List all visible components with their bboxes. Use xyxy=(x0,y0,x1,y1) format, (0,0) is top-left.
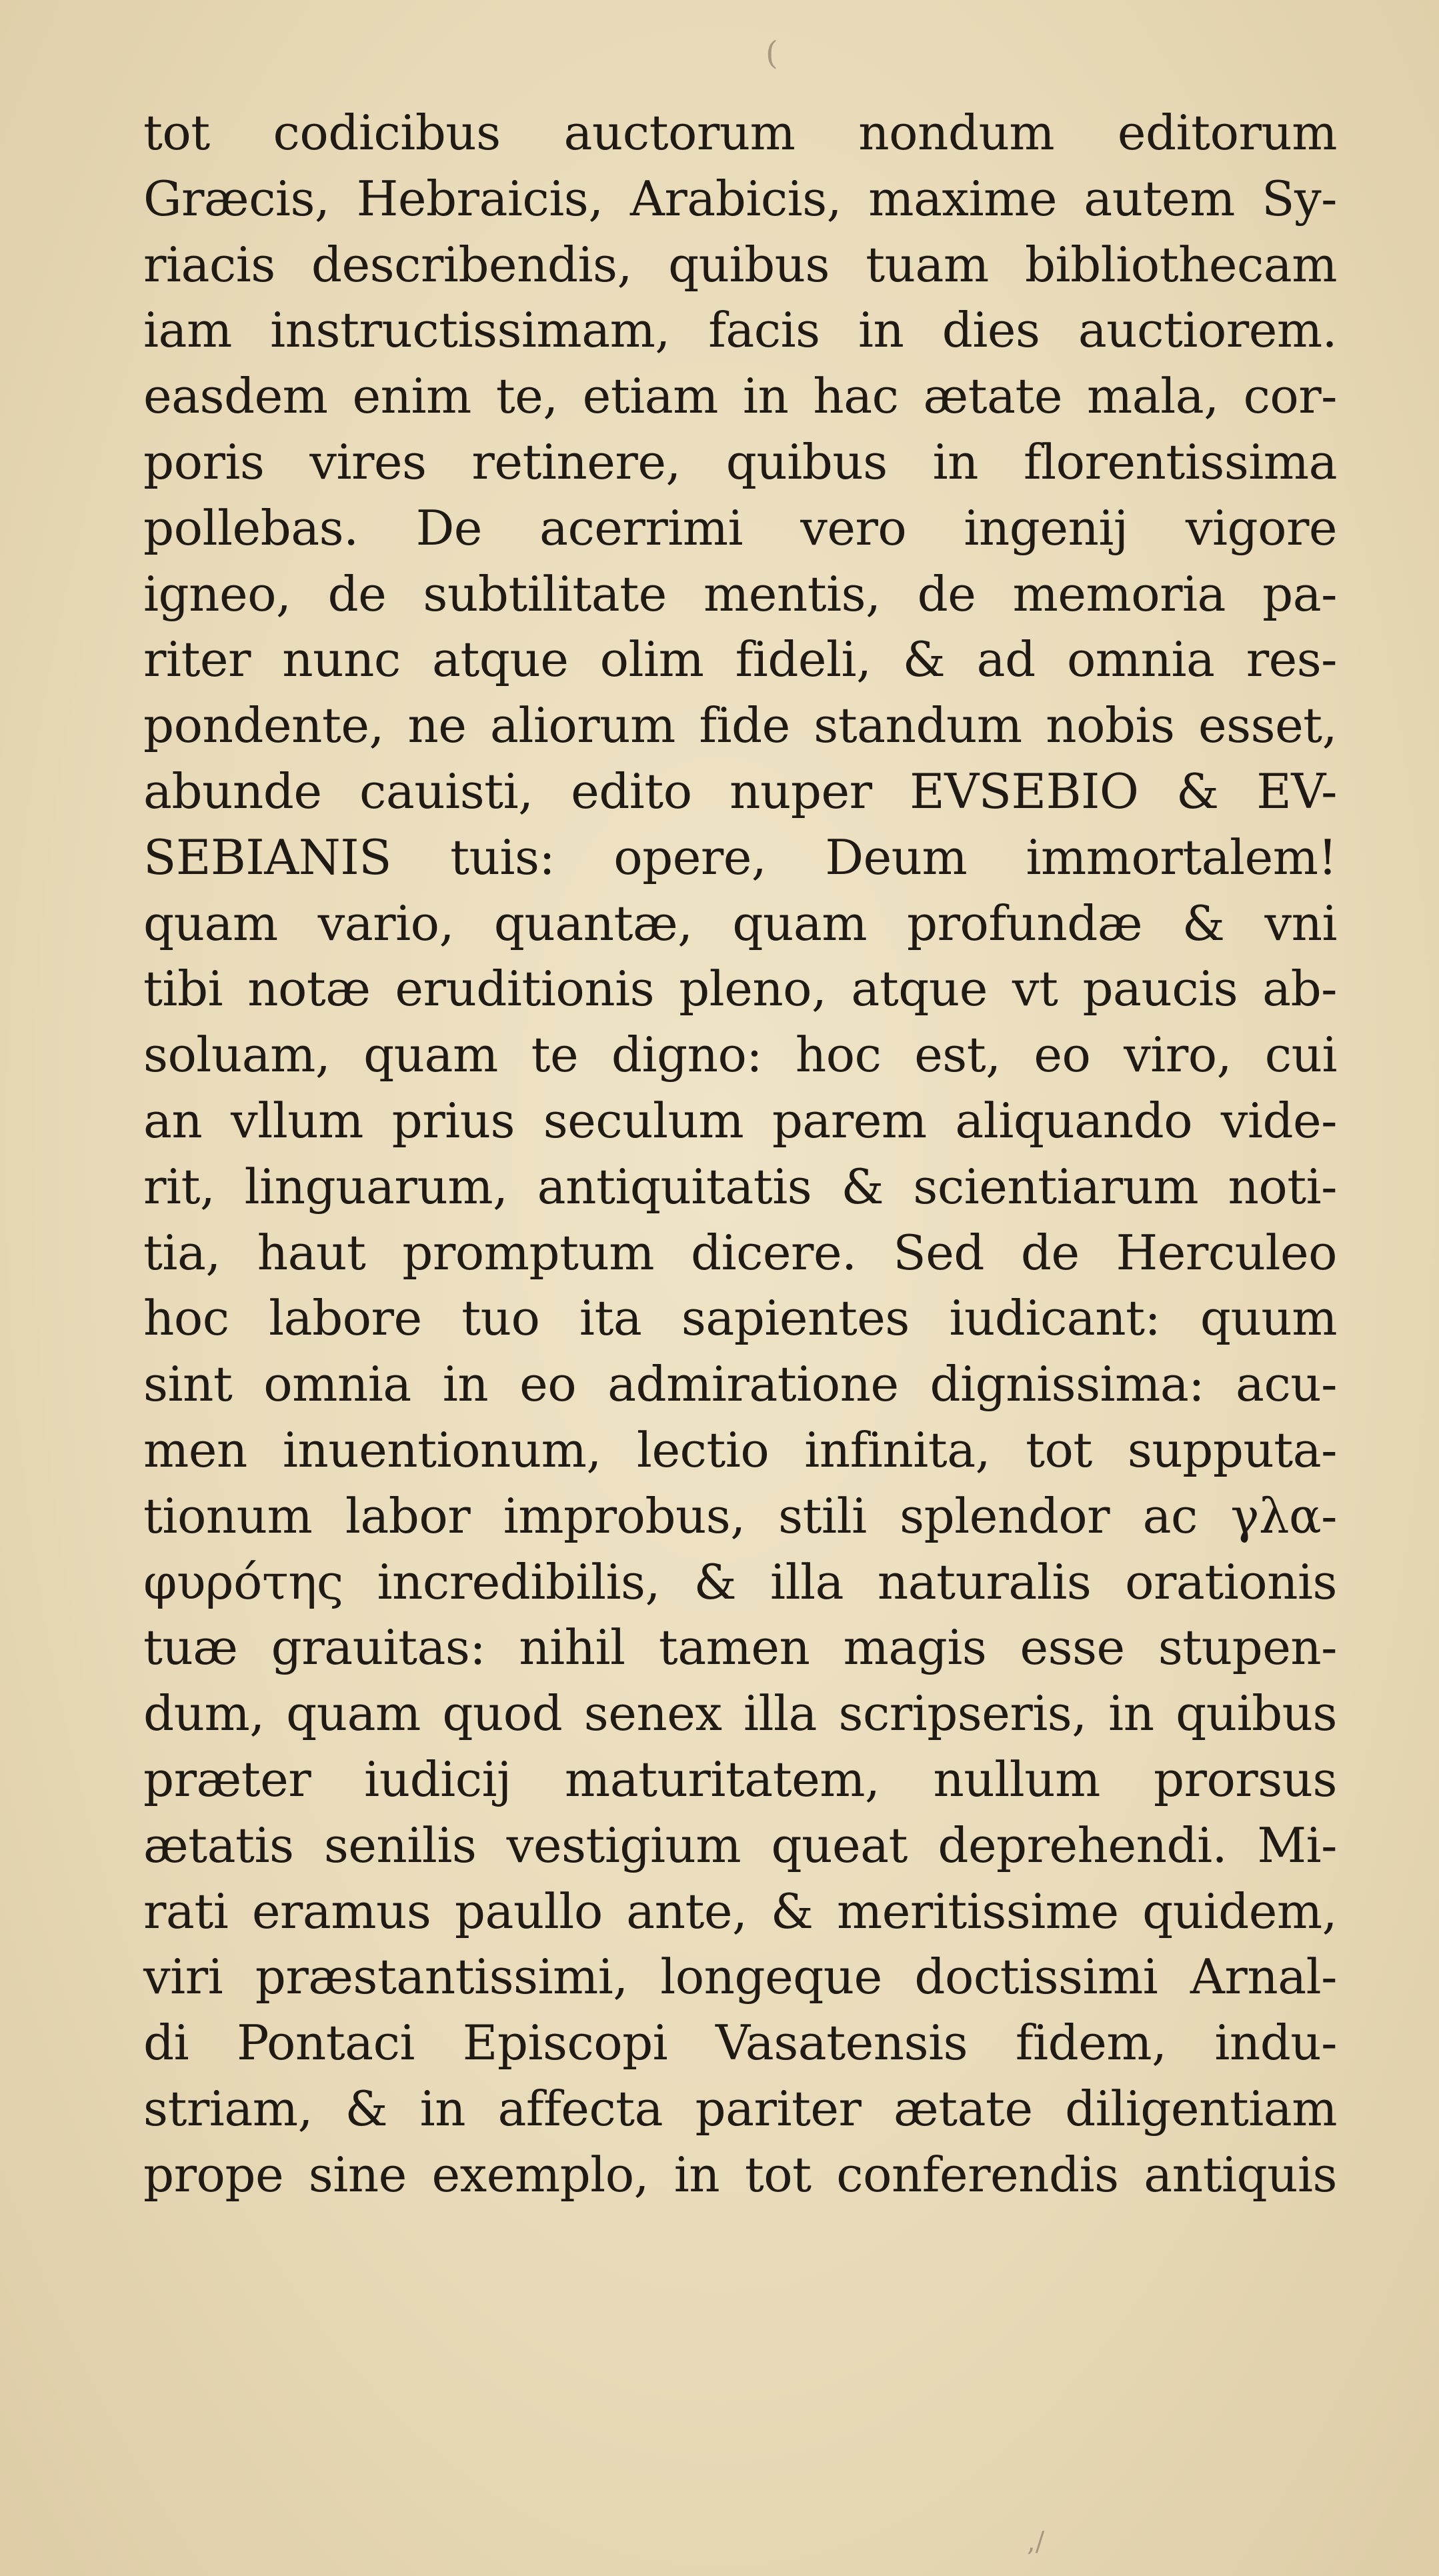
text-line: soluam, quam te digno: hoc est, eo viro, cui xyxy=(143,1027,1337,1083)
text-line: prope sine exemplo, in tot conferendis antiquis xyxy=(143,2146,1337,2203)
text-line: rati eramus paullo ante, & meritissime quidem, xyxy=(143,1883,1337,1939)
text-line: an vllum prius seculum parem aliquando vide- xyxy=(143,1092,1337,1149)
text-line: tuæ grauitas: nihil tamen magis esse stupen- xyxy=(143,1619,1337,1676)
text-line: pondente, ne aliorum fide standum nobis esset, xyxy=(143,697,1337,754)
body-text xyxy=(143,100,1337,2208)
text-line: quam vario, quantæ, quam profundæ & vni xyxy=(143,895,1337,951)
text-line: tibi notæ eruditionis pleno, atque vt paucis ab- xyxy=(143,961,1337,1017)
text-line: viri præstantissimi, longeque doctissimi Arnal- xyxy=(143,1949,1337,2005)
text-line: riacis describendis, quibus tuam bibliothecam xyxy=(143,236,1337,293)
page-speck-bottom: ,/ xyxy=(1027,2527,1045,2557)
text-line: dum, quam quod senex illa scripseris, in quibus xyxy=(143,1685,1337,1742)
text-line: Græcis, Hebraicis, Arabicis, maxime autem Sy- xyxy=(143,170,1337,227)
text-line: striam, & in affecta pariter ætate diligentiam xyxy=(143,2080,1337,2137)
text-line: tia, haut promptum dicere. Sed de Herculeo xyxy=(143,1224,1337,1281)
text-line: sint omnia in eo admiratione dignissima: acu- xyxy=(143,1356,1337,1413)
text-line: di Pontaci Episcopi Vasatensis fidem, indu- xyxy=(143,2015,1337,2071)
text-line: hoc labore tuo ita sapientes iudicant: quum xyxy=(143,1290,1337,1347)
text-line: igneo, de subtilitate mentis, de memoria pa- xyxy=(143,565,1337,622)
text-line: poris vires retinere, quibus in florentissima xyxy=(143,433,1337,490)
page-speck-top: ( xyxy=(766,35,778,72)
text-line: tot codicibus auctorum nondum editorum xyxy=(143,105,1337,161)
text-line: men inuentionum, lectio infinita, tot supputa- xyxy=(143,1421,1337,1478)
text-line: præter iudicij maturitatem, nullum prorsus xyxy=(143,1751,1337,1807)
text-line: abunde cauisti, edito nuper EVSEBIO & EV- xyxy=(143,763,1337,819)
text-line: iam instructissimam, facis in dies auctiorem. xyxy=(143,302,1337,359)
text-line: easdem enim te, etiam in hac ætate mala, cor- xyxy=(143,368,1337,425)
text-line: ætatis senilis vestigium queat deprehendi. Mi- xyxy=(143,1817,1337,1873)
text-line: φυρότης incredibilis, & illa naturalis orationis xyxy=(143,1553,1337,1610)
text-line: tionum labor improbus, stili splendor ac γλα- xyxy=(143,1487,1337,1544)
text-line: pollebas. De acerrimi vero ingenij vigore xyxy=(143,499,1337,556)
text-line: riter nunc atque olim fideli, & ad omnia res- xyxy=(143,631,1337,688)
text-line: SEBIANIS tuis: opere, Deum immortalem! xyxy=(143,829,1337,885)
text-line: rit, linguarum, antiquitatis & scientiarum noti- xyxy=(143,1158,1337,1215)
